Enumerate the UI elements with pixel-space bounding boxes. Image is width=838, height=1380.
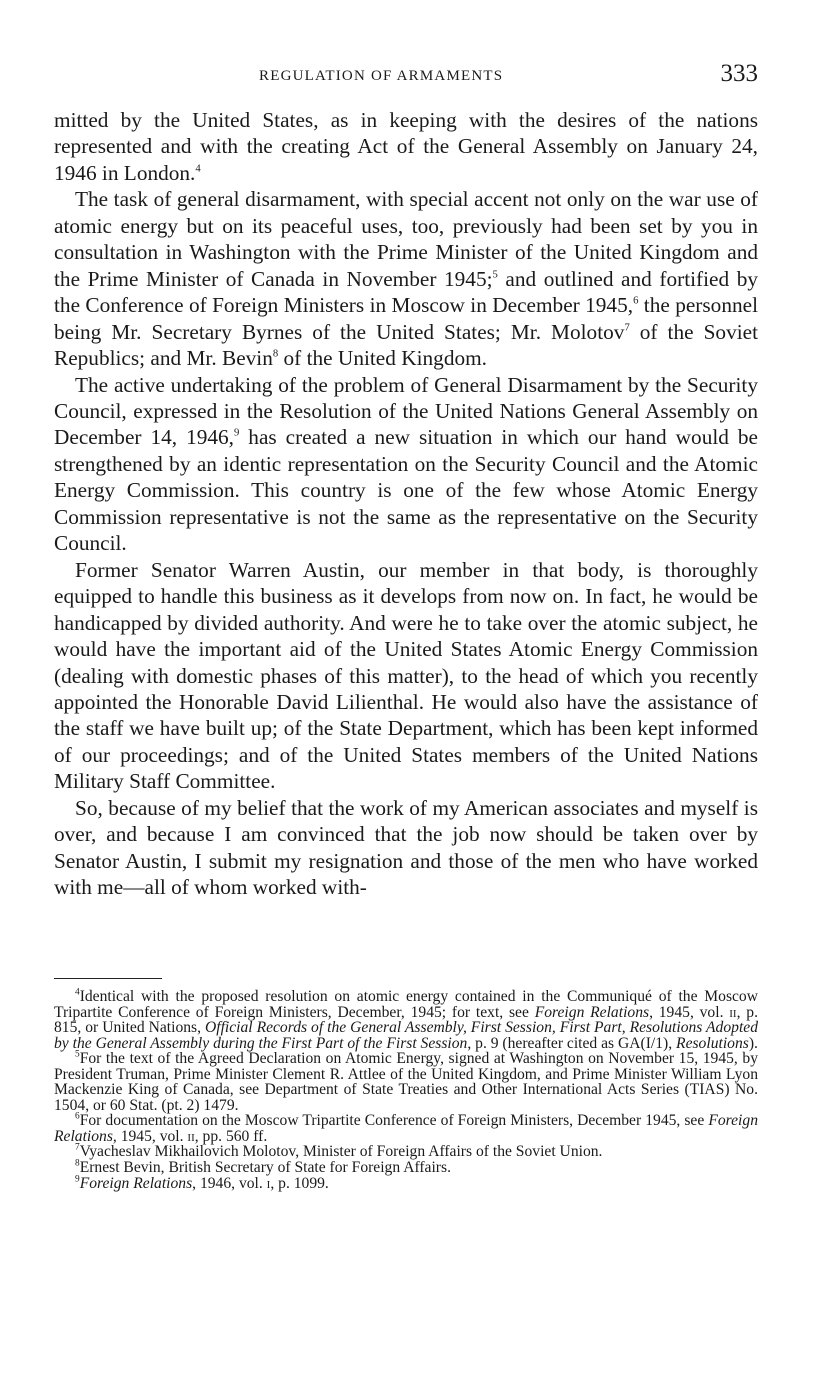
footnote-number: 7 [75,1142,80,1153]
footnote-number: 5 [75,1049,80,1060]
footnote-text: For the text of the Agreed Declaration on Atomic Energy, signed at Washington on November 15, 1945, by President Truman, Prime Minister Clement R. Attlee of the United Kingdom, and Prime Minister William Lyon Mackenzie King of Canada, see Department of State Treaties and Other International Acts Series (TIAS) No. 1504, or 60 Stat. (pt. 2) 1479. [54,1050,758,1114]
paragraph-continued [54,107,758,186]
footnote-ref-4: 4 [195,163,201,175]
footnote-9 [54,1176,758,1192]
footnote-text: Vyacheslav Mikhailovich Molotov, Minister of Foreign Affairs of the Soviet Union. [79,1143,603,1161]
paragraph-disarmament-task [54,186,758,371]
citation-title: Resolutions [676,1034,749,1052]
paragraph-text: The task of general disarmament, with special accent not only on the war use of atomic energy but on its peaceful uses, too, previously had been set by you in consultation in Washington with the Prime Minister of the United Kingdom and the Prime Minister of Canada in November 1945; [54,187,758,291]
paragraph-text: and outlined and fortified by the Conference of Foreign Ministers in Moscow in December 1945, [54,266,758,318]
footnote-5 [54,1051,758,1113]
footnote-6 [54,1113,758,1144]
paragraph-resignation: So, because of my belief that the work of my American associates and myself is over, and because I am convinced that the job now should be taken over by Senator Austin, I submit my resignation and those of the men who have worked with me—all of whom worked with- [54,795,758,900]
footnote-number: 4 [75,987,80,998]
citation-title: Foreign Relations [534,1003,650,1021]
body-text [54,107,758,901]
footnote-text: Identical with the proposed resolution on atomic energy contained in the Communiqué of the Moscow Tripartite Conference of Foreign Ministers, December, 1945; for text, see [54,988,758,1021]
footnote-ref-9: 9 [234,427,240,439]
page-number: 333 [720,60,758,87]
footnote-number: 8 [75,1158,80,1169]
footnote-text: , p. 1099. [270,1174,329,1192]
paragraph-text: of the United Kingdom. [278,346,488,371]
footnote-7 [54,1144,758,1160]
footnote-divider [54,978,162,979]
running-head: REGULATION OF ARMAMENTS [259,68,504,84]
footnote-number: 6 [75,1111,80,1122]
citation-title: Foreign Relations [54,1112,758,1145]
volume-number: ii [729,1003,737,1021]
paragraph-senator-austin: Former Senator Warren Austin, our member in that body, is thoroughly equipped to handle this business as it develops from now on. In fact, he would be handicapped by divided authority. And were he to take over the atomic subject, he would have the important aid of the United States Atomic Energy Commission (dealing with domestic phases of this matter), to the head of which you recently appointed the Honorable David Lilienthal. He would also have the assistance of the staff we have built up; of the State Department, which has been kept informed of our proceedings; and of the United States members of the United Nations Military Staff Committee. [54,557,758,794]
footnote-number: 9 [75,1174,80,1185]
footnote-text: , 1945, vol. [112,1127,188,1145]
citation-title: Foreign Relations [79,1174,193,1192]
footnotes [54,989,758,1191]
volume-number: i [266,1174,271,1192]
paragraph-text: of the Soviet Republics; and Mr. Bevin [54,319,758,371]
footnote-ref-8: 8 [272,348,279,360]
footnote-text: , p. 815, or United Nations, [54,1003,758,1037]
page-header [54,60,758,94]
paragraph-text: the personnel being Mr. Secretary Byrnes of the United States; Mr. Molotov [54,293,758,344]
footnote-ref-7: 7 [624,322,630,334]
paragraph-text: has created a new situation in which our hand would be strengthened by an identic representation on the Security Council and the Atomic Energy Commission. This country is one of the few whose Atomic Energy Commission representative is not the same as the representative on the Security Council. [54,425,758,556]
footnote-8 [54,1160,758,1176]
paragraph-text: mitted by the United States, as in keeping with the desires of the nations represented and with the creating Act of the General Assembly on January 24, 1946 in London. [54,108,758,185]
footnote-text: , pp. 560 ff. [194,1127,268,1145]
footnote-text: ). [748,1034,758,1052]
footnote-text: Ernest Bevin, British Secretary of State for Foreign Affairs. [79,1159,451,1177]
footnote-text: , 1946, vol. [192,1174,267,1192]
footnote-ref-5: 5 [492,269,498,281]
footnote-ref-6: 6 [633,295,639,307]
footnote-text: For documentation on the Moscow Tripartite Conference of Foreign Ministers, December 1945, see [79,1112,709,1130]
footnote-text: , 1945, vol. [649,1003,730,1021]
volume-number: ii [187,1127,195,1145]
paragraph-security-council [54,372,758,557]
citation-title: Official Records of the General Assembly, First Session, First Part, Resolutions Adopted by the General Assembly during the First Part of the First Session [54,1019,758,1052]
footnote-4 [54,989,758,1051]
footnote-text: , p. 9 (hereafter cited as GA(I/1), [467,1034,677,1052]
paragraph-text: The active undertaking of the problem of General Disarmament by the Security Council, expressed in the Resolution of the United Nations General Assembly on December 14, 1946, [54,372,758,450]
